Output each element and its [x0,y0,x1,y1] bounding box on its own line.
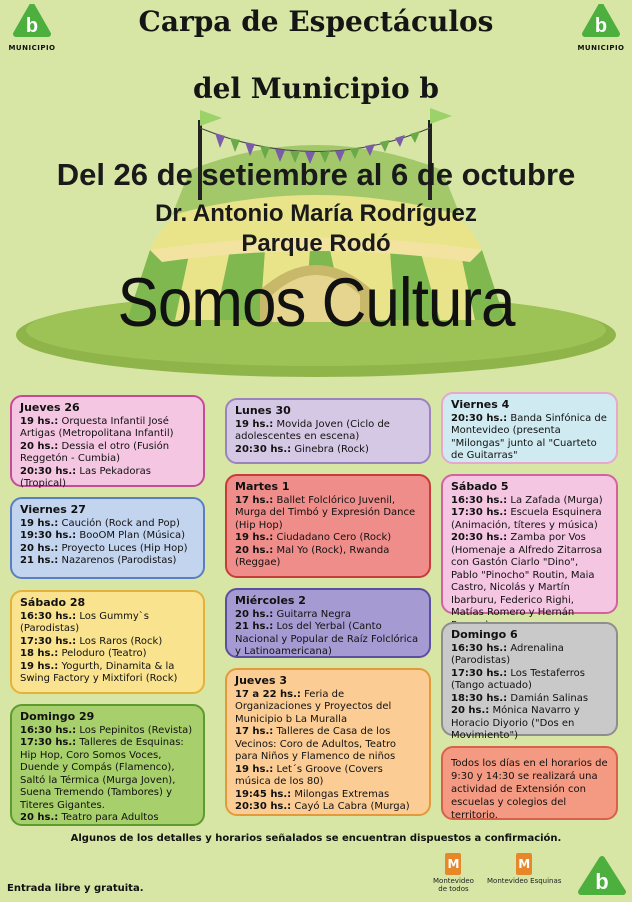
event-item [235,801,421,814]
municipio-b-icon [577,856,627,898]
event-time: 20:30 hs.: [235,801,292,812]
event-title: Banda Sinfónica de Montevideo (presenta "Milongas" junto al "Cuarteto de Guitarras" [451,412,607,461]
event-item [235,789,421,802]
schedule-day-box [10,704,205,826]
day-heading: Viernes 4 [451,398,510,411]
schedule-day-box [10,590,205,694]
event-item [235,764,421,789]
event-item [235,444,421,457]
event-time: 16:30 hs.: [451,494,508,506]
event-title: Let´s Groove (Covers música de los 80) [235,763,383,787]
day-heading: Domingo 6 [451,628,518,641]
event-item [20,636,195,649]
event-time: 19 hs.: [235,418,274,430]
schedule-day-box [10,395,205,487]
event-title: Yogurth, Dinamita & la Swing Factory y Mixtifori (Rock) [20,660,178,684]
event-time: 20 hs.: [20,542,59,554]
event-item [20,518,195,531]
event-time: 19 hs.: [235,763,274,775]
montevideo-esquinas-icon: M [516,853,532,875]
day-heading: Jueves 3 [235,674,288,687]
schedule-day-box [225,398,431,464]
event-time: 18 hs.: [20,648,59,659]
event-time: 16:30 hs.: [20,724,77,736]
event-title: Los Raros (Rock) [76,635,163,647]
event-time: 19 hs.: [235,532,274,543]
event-title: Orquesta Infantil José Artigas (Metropolitana Infantil) [20,415,174,439]
schedule-day-box [441,474,618,618]
event-title: Dessia el otro (Fusión Reggetón - Cumbia) [20,440,170,464]
page-title-line1: Carpa de Espectáculos [138,5,494,38]
event-item [235,419,421,444]
event-time: 20 hs.: [235,544,274,556]
schedule-day-box [225,668,431,816]
event-title: Los Gummy`s (Parodistas) [20,610,149,634]
event-time: 17:30 hs.: [451,507,508,518]
event-title: Ginebra (Rock) [291,443,369,455]
schedule-day-box [441,392,618,464]
event-title: Damián Salinas [507,692,589,704]
event-time: 20:30 hs.: [20,465,77,477]
event-title: Ballet Folclórico Juvenil, Murga del Timbó y Expresión Dance (Hip Hop) [235,494,416,531]
montevideo-icon: M [445,853,461,875]
event-title: Los Pepinitos (Revista) [76,724,193,736]
day-heading: Lunes 30 [235,404,291,417]
event-time: 17 hs.: [235,494,274,506]
event-time: 20:30 hs.: [451,412,508,424]
page-title-line2: del Municipio b [192,72,440,105]
event-title: Nazarenos (Parodistas) [58,555,177,566]
day-heading: Jueves 26 [20,401,80,414]
event-title: Adrenalina (Parodistas) [451,642,564,666]
event-time: 17:30 hs.: [20,635,77,647]
event-item [451,495,608,508]
event-time: 19:30 hs.: [20,530,77,541]
mvd-label-2: de todos [438,885,469,893]
svg-text:b: b [595,869,609,894]
event-title: Mal Yo (Rock), Rwanda (Reggae) [235,544,390,568]
event-time: 20 hs.: [20,440,59,452]
event-item [235,609,421,622]
event-item [235,726,421,764]
event-item [235,689,421,727]
event-item [20,611,195,636]
event-title: Escuela Esquinera (Animación, títeres y música) [451,507,602,531]
event-item [451,507,608,532]
event-time: 19 hs.: [20,415,59,427]
event-item [235,621,421,659]
schedule-day-box [10,497,205,579]
day-heading: Miércoles 2 [235,594,306,607]
event-item [20,543,195,556]
event-item [20,725,195,738]
montevideo-de-todos-logo [433,853,474,893]
event-time: 20 hs.: [20,812,59,823]
event-time: 18:30 hs.: [451,692,508,704]
day-heading: Sábado 5 [451,480,509,493]
event-time: 20:30 hs.: [451,532,508,543]
event-item [20,466,195,491]
event-title: Proyecto Luces (Hip Hop) [58,542,188,554]
day-heading: Sábado 28 [20,596,86,609]
event-item [20,661,195,686]
event-title: La Zafada (Murga) [507,494,603,506]
event-title: Las Pekadoras (Tropical) [20,465,151,489]
event-title: Los del Yerbal (Canto Nacional y Popular de Raíz Folclórica y Latinoamericana) [235,621,419,657]
mvd-label-1: Montevideo [433,877,474,885]
event-item [20,737,195,812]
event-title: Ciudadano Cero (Rock) [273,532,392,543]
event-title: Movida Joven (Ciclo de adolescentes en escena) [235,418,390,442]
schedule-day-box [225,588,431,658]
event-time: 20:30 hs.: [235,443,292,455]
svg-text:b: b [25,15,39,37]
event-title: Cayó La Cabra (Murga) [291,801,410,812]
event-item [451,413,608,463]
event-title: Los Testaferros (Tango actuado) [451,667,585,691]
extension-note: Todos los días en el horarios de 9:30 y 14:30 se realizará una actividad de Extensión con escuelas y colegios del territorio. [451,758,608,821]
event-item [451,643,608,668]
event-time: 17 a 22 hs.: [235,688,301,700]
event-time: 21 hs.: [20,555,59,566]
event-item [20,555,195,568]
venue-park: Parque Rodó [241,230,391,257]
event-item [451,532,608,632]
event-time: 21 hs.: [235,621,274,632]
event-item [20,441,195,466]
esquinas-label: Montevideo Esquinas [487,877,562,885]
event-title: Caución (Rock and Pop) [58,517,180,529]
event-title: BooOM Plan (Música) [76,530,185,541]
slogan: Somos Cultura [117,265,515,342]
extension-note-box [441,746,618,820]
day-heading: Martes 1 [235,480,290,493]
event-item [235,532,421,545]
event-item [20,416,195,441]
schedule-day-box [225,474,431,578]
event-item [451,693,608,706]
free-entry: Entrada libre y gratuita. [7,883,144,894]
event-item [235,545,421,570]
event-time: 17:30 hs.: [20,737,77,748]
schedule-day-box [441,622,618,741]
date-range: Del 26 de setiembre al 6 de octubre [56,157,576,192]
event-title: Milongas Extremas [291,788,390,800]
event-title: Feria de Organizaciones y Proyectos del Municipio b La Muralla [235,688,392,725]
confirmation-note: Algunos de los detalles y horarios señalados se encuentran dispuestos a confirmación. [70,833,562,844]
svg-text:b: b [594,15,608,37]
event-item [20,530,195,543]
municipio-label: MUNICIPIO [8,44,56,52]
event-title: Talleres de Esquinas: Hip Hop, Coro Somos Voces, Duende y Compás (Flamenco), Saltó la Térmica (Murga Joven), Suena Tremendo (Tambores) y Titeres Gigantes. [20,737,184,811]
event-title: Guitarra Negra [273,608,351,620]
event-time: 20 hs.: [451,705,490,716]
event-title: Mónica Navarro y Horacio Diyorio ("Dos en Movimiento") [451,705,580,741]
event-time: 20 hs.: [235,608,274,620]
venue-name: Dr. Antonio María Rodríguez [155,200,477,227]
event-item [20,812,195,825]
day-heading: Domingo 29 [20,710,95,723]
event-item [451,705,608,743]
event-title: Peloduro (Teatro) [58,648,147,659]
event-time: 17 hs.: [235,726,274,737]
municipio-label: MUNICIPIO [577,44,625,52]
event-title: Zamba por Vos (Homenaje a Alfredo Zitarrosa con Gastón Ciarlo "Dino", Pablo "Pinocho" Routin, Maia Castro, Nicolás y Martín Ibarburu, Federico Righi, Matías Romero y Hernán [451,532,603,618]
day-heading: Viernes 27 [20,503,86,516]
event-time: 16:30 hs.: [451,642,508,654]
event-title: Talleres de Casa de los Vecinos: Coro de Adultos, Teatro para Niños y Flamenco de niños [235,726,397,762]
event-title: Teatro para Adultos [58,812,159,823]
event-time: 19 hs.: [20,660,59,672]
event-time: 19:45 hs.: [235,788,292,800]
montevideo-esquinas-logo [487,853,561,885]
event-time: 16:30 hs.: [20,610,77,622]
header [0,0,632,395]
event-item [20,648,195,661]
event-time: 17:30 hs.: [451,667,508,679]
event-item [451,668,608,693]
event-item [235,495,421,533]
event-time: 19 hs.: [20,517,59,529]
